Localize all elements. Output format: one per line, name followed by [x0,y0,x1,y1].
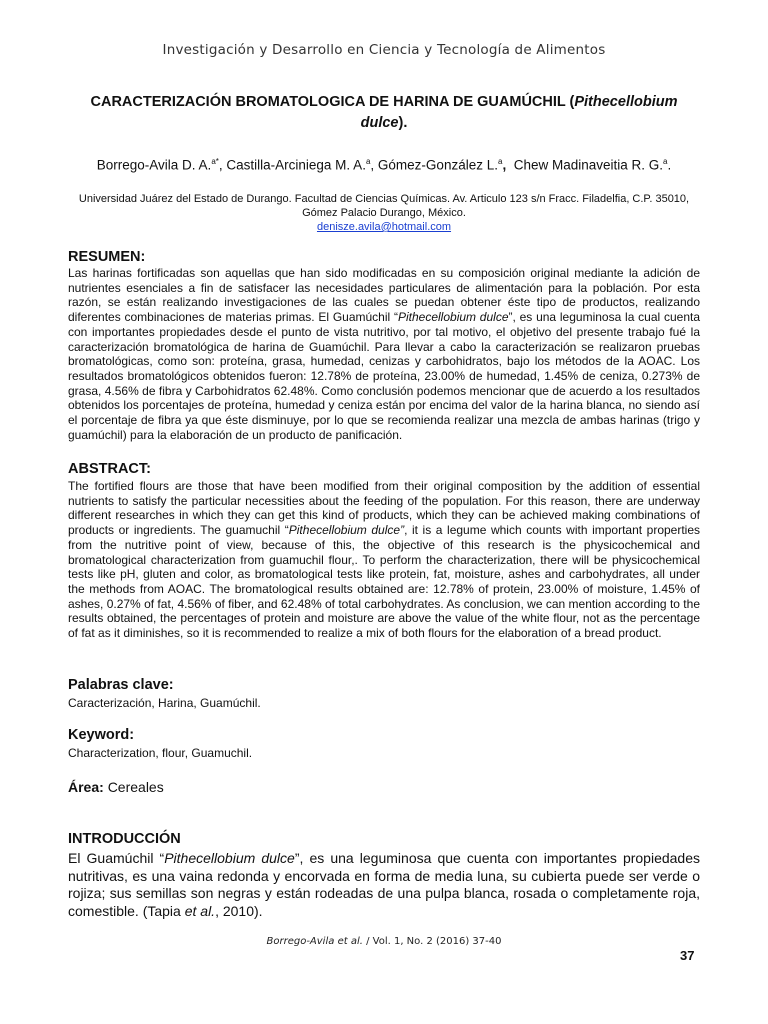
journal-header: Investigación y Desarrollo en Ciencia y Tecnología de Alimentos [162,42,606,58]
intro-text-part: , 2010). [215,902,263,919]
resumen-heading: RESUMEN: [68,249,146,265]
author-affil-mark: a [497,157,503,166]
resumen-text-part: ”, es una leguminosa la cual cuenta con importantes propiedades desde el punto de vista nutritivo, por tal motivo, el objetivo del presente trabajo fué la caracterización bromatológica de harina de Guamúchil. Para llevar a cabo la caracterización se realizaron pruebas bromatológicas, como son: proteína, grasa, humedad, cenizas y carbohidratos, bajo los métodos de la AOAC. Los resultados bromatológicos obtenidos fueron: 12.78% de proteína, 23.00% de humedad, 1.45% de ceniza, 0.273% de grasa, 4.56% de fibra y Carbohidratos 62.48%. Como conclusión podemos mencionar que de acuerdo a los resultados obtenidos los porcentajes de proteína, humedad y ceniza están por encima del valor de la harina blanca, no siendo así el porcentaje de fibra ya que éste disminuye, por lo que se recomienda realizar una mezcla de ambas harinas (trigo y guamúchil) para la elaboración de un producto de panificación. [68,310,700,442]
area-text: Cereales [107,779,164,795]
footer-citation [0,936,768,947]
author-name: Chew Madinaveitia R. G. [513,157,664,173]
resumen-text [68,266,700,442]
intro-species: Pithecellobium dulce [164,850,295,866]
footer-etal: et al. [337,936,363,947]
affiliation-line: Gómez Palacio Durango, México. [302,207,466,219]
email-link[interactable]: denisze.avila@hotmail.com [316,221,452,233]
author-affil-mark: a* [211,157,219,166]
title-species: Pithecellobium dulce [360,94,678,131]
resumen-species: Pithecellobium dulce [397,310,509,325]
abstract-species: Pithecellobium dulce” [288,523,405,538]
keyword-text: Characterization, flour, Guamuchil. [68,746,253,760]
author-affil-mark: a [365,157,371,166]
area-line [68,779,164,795]
author-name: Castilla-Arciniega M. A. [226,157,366,173]
palabras-text: Caracterización, Harina, Guamúchil. [68,696,261,710]
article-title [70,92,698,134]
title-end: ). [398,115,408,131]
affiliation [62,192,706,234]
affiliation-line: Universidad Juárez del Estado de Durango. Facultad de Ciencias Químicas. Av. Articulo 123 s/n Fracc. Filadelfia, C.P. 35010, [78,193,690,205]
intro-text-part: El Guamúchil “ [68,850,165,866]
intro-etal: et al. [184,902,216,919]
area-heading: Área: [68,779,104,795]
intro-heading: INTRODUCCIÓN [68,831,181,847]
palabras-heading: Palabras clave: [68,677,174,693]
title-main: CARACTERIZACIÓN BROMATOLOGICA DE HARINA DE GUAMÚCHIL ( [90,94,575,110]
author-name: Gómez-González L. [377,157,498,173]
abstract-heading: ABSTRACT: [68,461,151,477]
abstract-text-part: , it is a legume which counts with important properties from the nutritive point of view, because of this, the objective of this research is the physicochemical and bromatological characterization from guamuchil flour,. To perform the characterization, there will be physicochemical tests like pH, gluten and color, as bromatological tests like protein, fat, moisture, ashes and carbohydrates, all under the methods from AOAC. The bromatological results obtained are: 12.78% of protein, 23.00% of moisture, 1.45% of ashes, 0.27% of fat, 4.56% of fiber, and 62.48% of total carbohydrates. As conclusion, we can mention according to the results obtained, the percentages of protein and moisture are above the value of the white flour, not as the percentage of fat as it diminishes, so it is recommended to realize a mix of both flours for the elaboration of a bread product. [68,523,701,641]
author-list: Borrego-Avila D. A.$^{a*}$, Castilla-Arciniega M. A.$^a$, Gómez-González L.$^a$, Chew Madinaveitia R. G.$^a$. [96,157,672,173]
author-name: Borrego-Avila D. A. [96,157,212,173]
abstract-text [68,479,700,641]
resumen-text-part: Las harinas fortificadas son aquellas que han sido modificadas en su composición original mediante la adición de nutrientes esenciales a fin de satisfacer las necesidades particulares de alimentación para la población. Por esta razón, se están realizando investigaciones de las cuales se puedan obtener éste tipo de productos, realizando diferentes combinaciones de materias primas. El Guamúchil “ [68,266,700,325]
footer-authors: Borrego-Avila [266,936,335,947]
intro-text [68,850,700,920]
abstract-text-part: The fortified flours are those that have been modified from their original composition by the addition of essential nutrients to satisfy the particular necessities about the feeding of the population. For this reason, there are underway different researches in which they can get this kind of products, which they can be achieved making combinations of products or ingredients. The guamuchil “ [68,479,700,538]
page-number: 37 [680,948,695,963]
keyword-heading: Keyword: [68,727,135,743]
author-affil-mark: a [663,157,668,166]
footer-volume: / Vol. 1, No. 2 (2016) 37-40 [366,936,502,947]
intro-text-part: ”, es una leguminosa que cuenta con importantes propiedades nutritivas, es una vaina redonda y encorvada en forma de media luna, su cubierta puede ser verde o rojiza; sus semillas son negras y están rodeadas de una pulpa blanca, rosada o completamente roja, comestible. (Tapia [68,850,701,919]
